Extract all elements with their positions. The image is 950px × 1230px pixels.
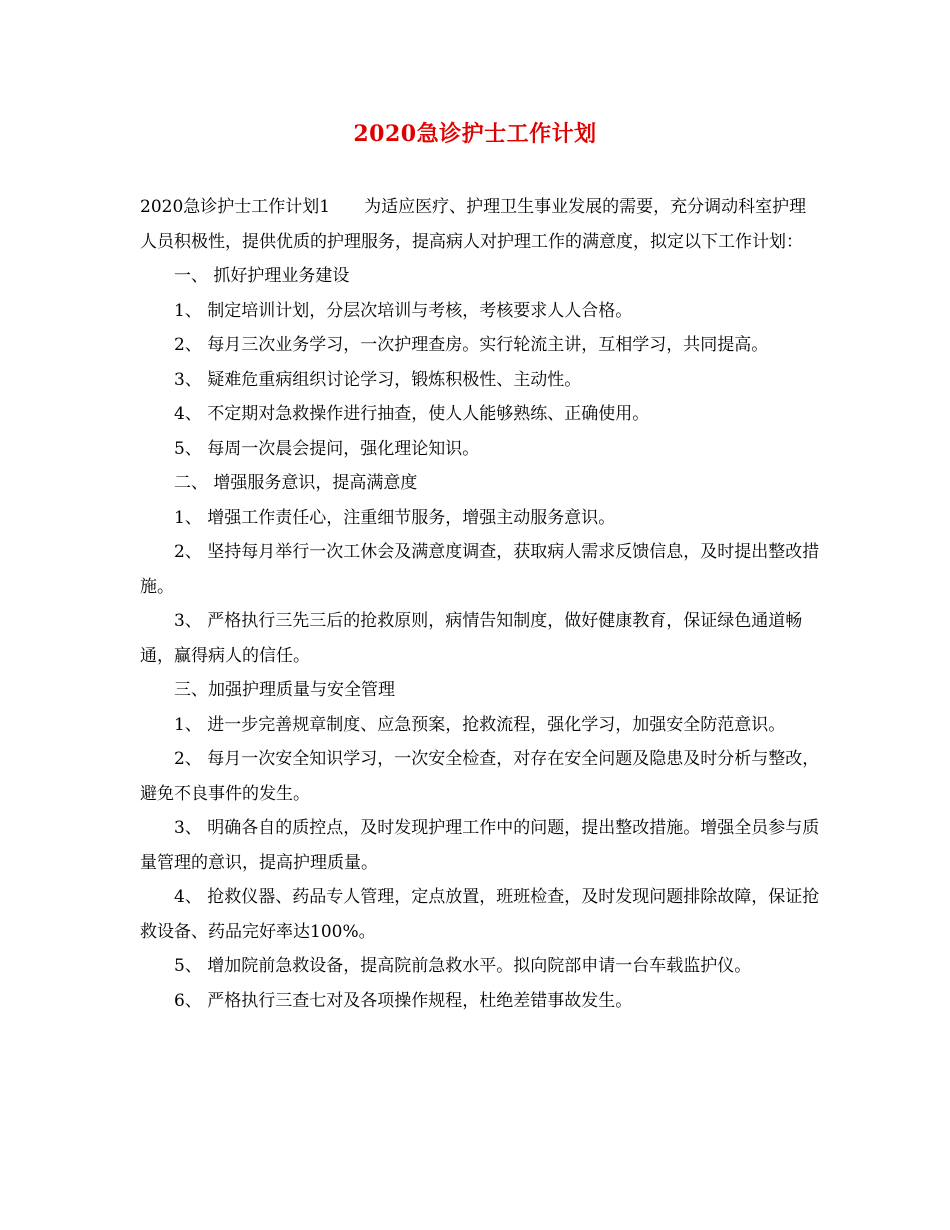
section-2-item-2: 2、 坚持每月举行一次工休会及满意度调查，获取病人需求反馈信息，及时提出整改措施。 bbox=[140, 542, 820, 597]
section-2-item-3: 3、 严格执行三先三后的抢救原则，病情告知制度，做好健康教育，保证绿色通道畅通，赢得病人的信任。 bbox=[140, 611, 803, 666]
section-3-item-2: 2、 每月一次安全知识学习，一次安全检查，对存在安全问题及隐患及时分析与整改，避免不良事件的发生。 bbox=[140, 749, 820, 804]
section-3-heading: 三、加强护理质量与安全管理 bbox=[174, 680, 395, 700]
document-body bbox=[140, 190, 820, 1018]
intro-text: 为适应医疗、护理卫生事业发展的需要，充分调动科室护理人员积极性，提供优质的护理服务，提高病人对护理工作的满意度，拟定以下工作计划： bbox=[140, 197, 807, 252]
intro-lead: 2020急诊护士工作计划1 bbox=[140, 197, 331, 217]
intro-paragraph bbox=[140, 190, 820, 259]
section-1-item-4: 4、 不定期对急救操作进行抽查，使人人能够熟练、正确使用。 bbox=[174, 404, 650, 424]
section-3-item-6: 6、 严格执行三查七对及各项操作规程，杜绝差错事故发生。 bbox=[174, 990, 633, 1011]
section-2-item-1: 1、 增强工作责任心，注重细节服务，增强主动服务意识。 bbox=[174, 507, 616, 528]
section-3-item-4: 4、 抢救仪器、药品专人管理，定点放置，班班检查，及时发现问题排除故障，保证抢救设备、药品完好率达100%。 bbox=[140, 887, 820, 942]
section-1-item-2: 2、 每月三次业务学习，一次护理查房。实行轮流主讲，互相学习，共同提高。 bbox=[174, 335, 769, 355]
section-1-heading: 一、 抓好护理业务建设 bbox=[174, 266, 350, 286]
section-3-item-1: 1、 进一步完善规章制度、应急预案，抢救流程，强化学习，加强安全防范意识。 bbox=[174, 714, 786, 735]
section-1-item-1: 1、 制定培训计划，分层次培训与考核，考核要求人人合格。 bbox=[174, 300, 633, 321]
document-title: 2020急诊护士工作计划 bbox=[353, 121, 597, 147]
section-3-item-5: 5、 增加院前急救设备，提高院前急救水平。拟向院部申请一台车载监护仪。 bbox=[174, 956, 752, 976]
section-2-heading: 二、 增强服务意识，提高满意度 bbox=[174, 473, 418, 493]
section-1-item-3: 3、 疑难危重病组织讨论学习，锻炼积极性、主动性。 bbox=[174, 369, 582, 390]
section-1-item-5: 5、 每周一次晨会提问，强化理论知识。 bbox=[174, 438, 480, 459]
section-3-item-3: 3、 明确各自的质控点，及时发现护理工作中的问题，提出整改措施。增强全员参与质量管理的意识，提高护理质量。 bbox=[140, 818, 820, 873]
